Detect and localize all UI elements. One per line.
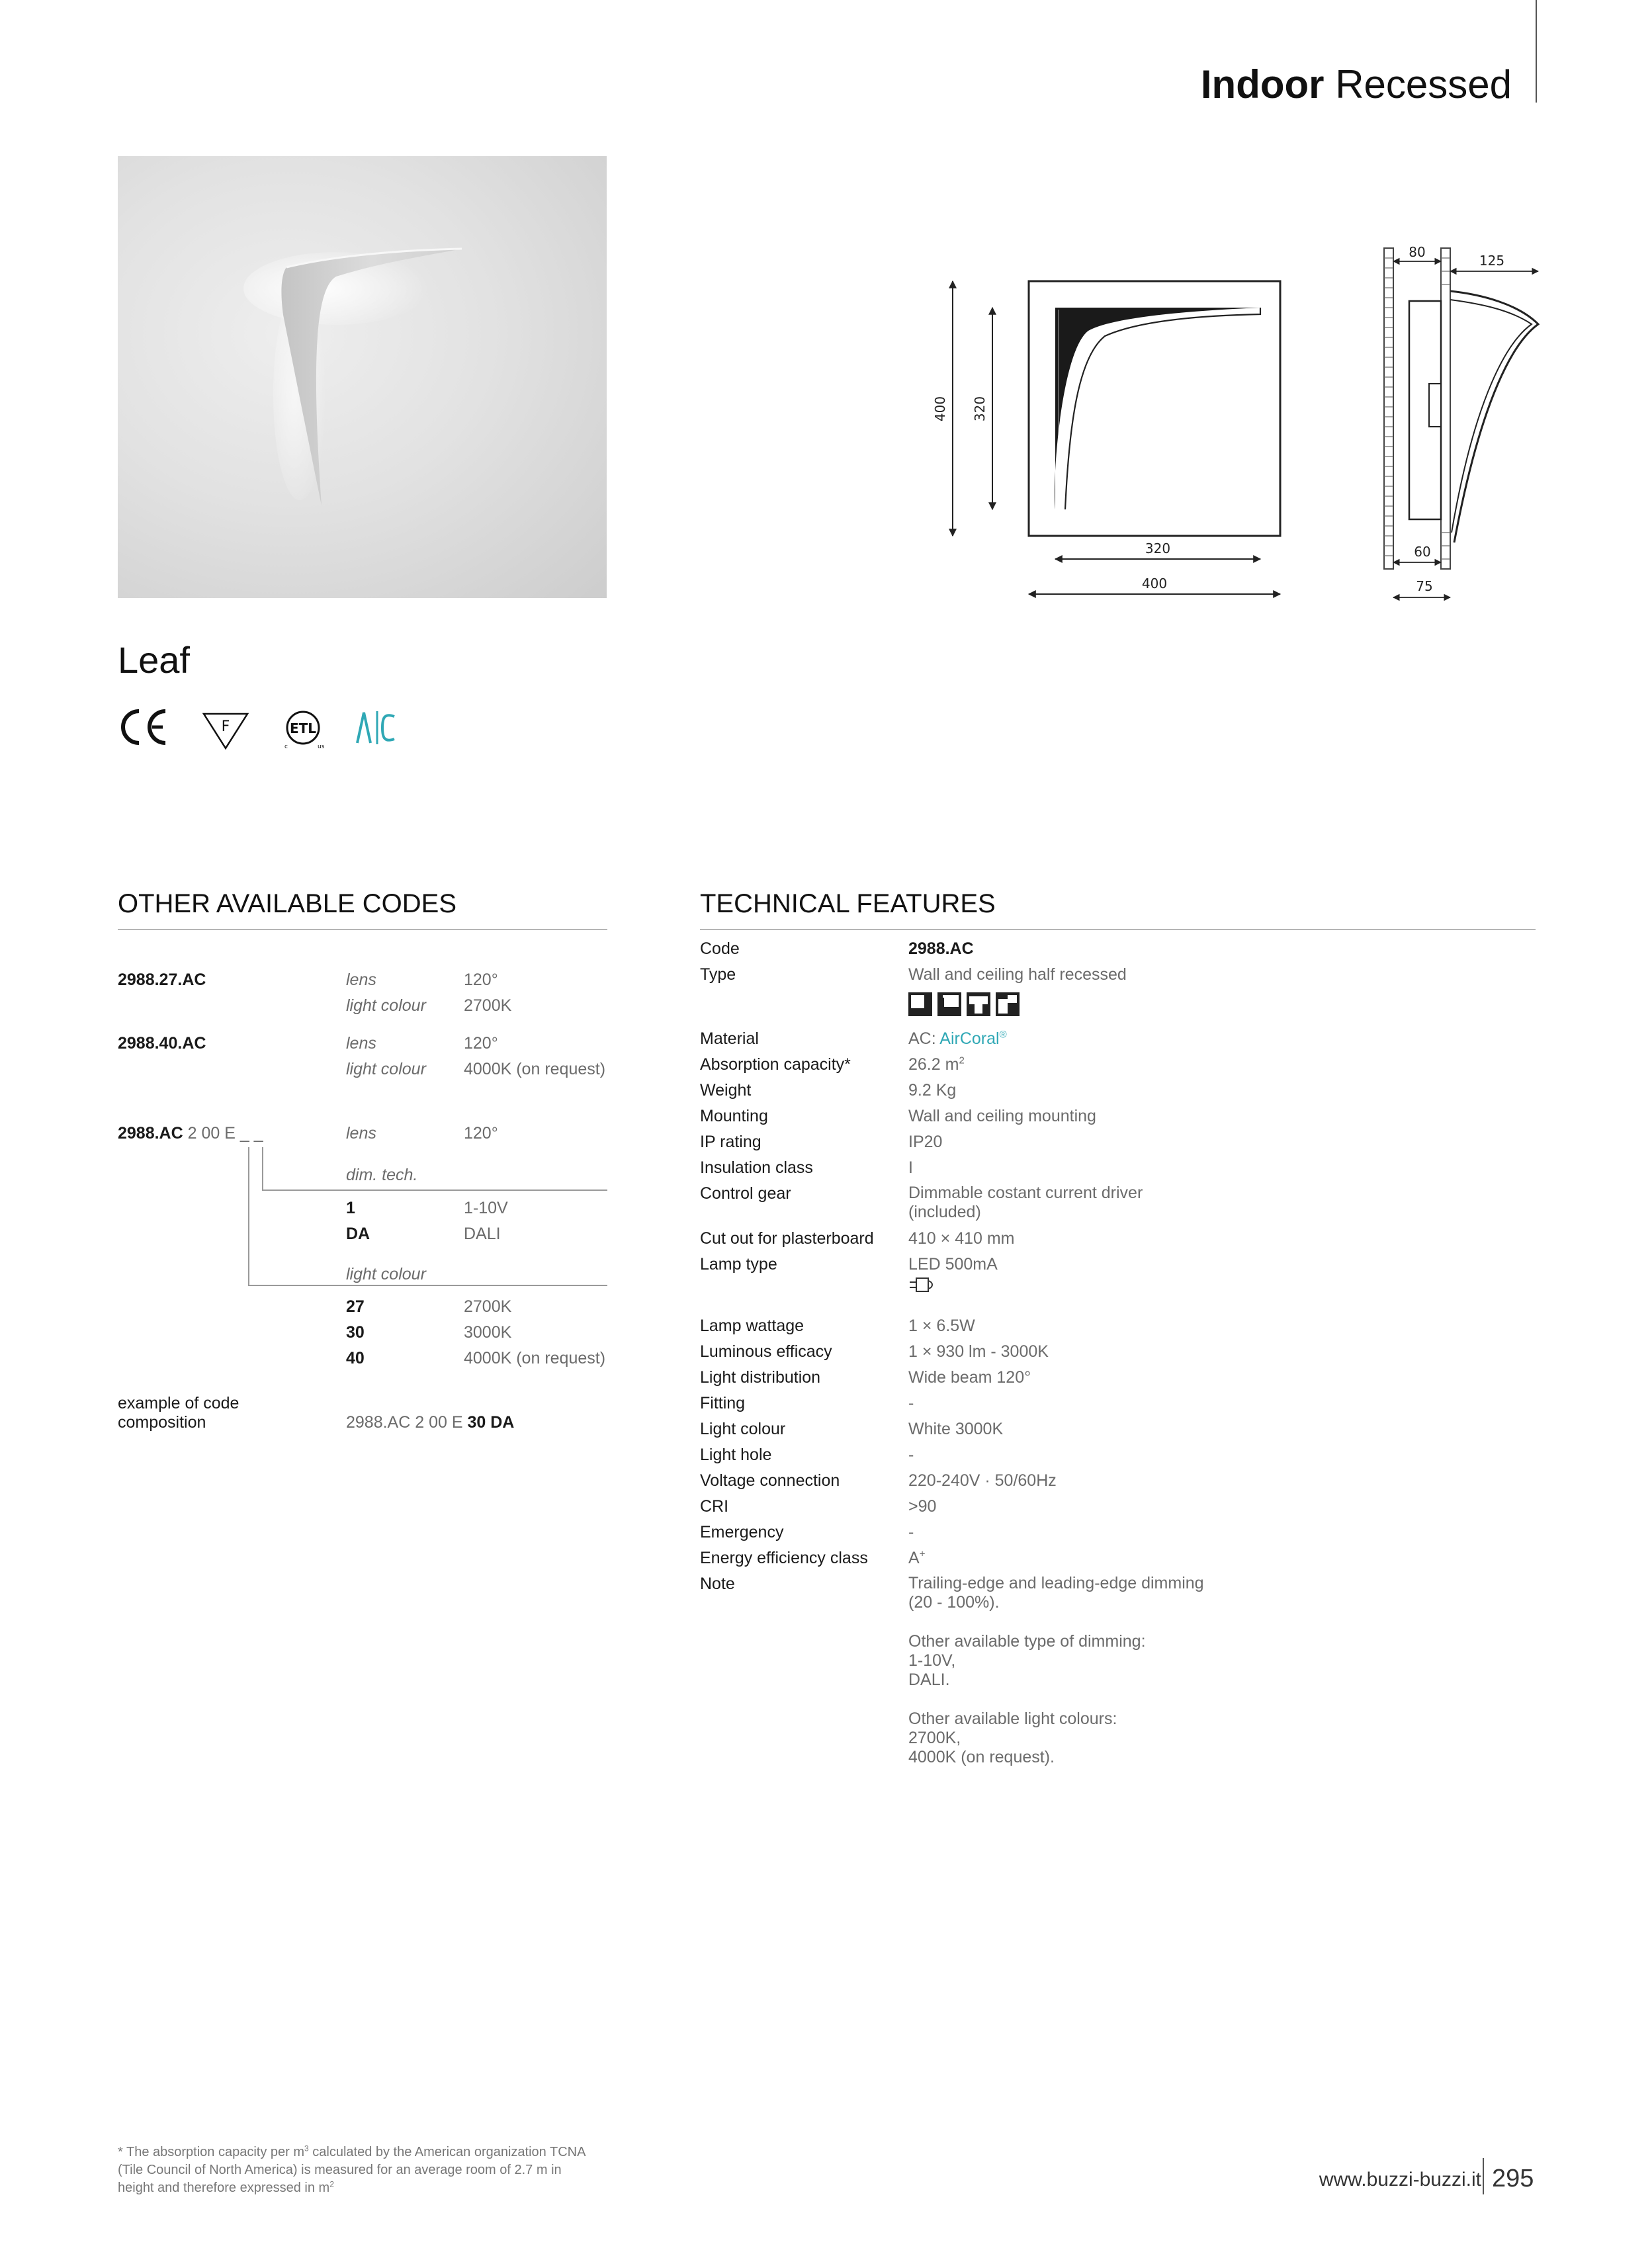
note-p3-line1: Other available light colours: <box>908 1709 1117 1728</box>
note-label: Note <box>700 1575 735 1593</box>
composition-connector <box>262 1147 263 1191</box>
material-prefix: AC: <box>908 1029 936 1048</box>
code-row-1-code: 2988.40.AC <box>118 1034 206 1053</box>
composition-connector <box>262 1190 607 1191</box>
code-row-1-value-0: 120° <box>464 1034 498 1053</box>
note-p2-line3: DALI. <box>908 1670 950 1689</box>
composition-code-bold: 2988.AC <box>118 1124 183 1143</box>
footnote-line2: (Tile Council of North America) is measured for an average room of 2.7 m in <box>118 2163 562 2177</box>
mounting-label: Mounting <box>700 1107 768 1125</box>
product-name: Leaf <box>118 639 190 681</box>
energy-class-sup: + <box>919 1548 926 1560</box>
type-label: Type <box>700 965 736 984</box>
led-driver-svg <box>908 1276 935 1294</box>
note-p3-line3: 4000K (on request). <box>908 1748 1055 1766</box>
note-paragraph-1 <box>908 1574 1204 1612</box>
category-bold: Indoor <box>1200 62 1325 107</box>
colour-option-2-value: 4000K (on request) <box>464 1349 606 1367</box>
weight-label: Weight <box>700 1081 752 1100</box>
footnote-line3a: height and therefore expressed in m <box>118 2181 330 2195</box>
example-value <box>346 1413 514 1432</box>
dim-depth-bottom: 60 <box>1414 544 1431 560</box>
composition-lens-label: lens <box>346 1124 376 1143</box>
dim-depth-total: 75 <box>1416 578 1433 594</box>
footnote-line1a: * The absorption capacity per m <box>118 2145 305 2159</box>
material-registered-mark: ® <box>999 1029 1007 1041</box>
ip-rating-label: IP rating <box>700 1133 761 1151</box>
ce-mark-icon <box>123 711 165 743</box>
note-p3-line2: 2700K, <box>908 1729 961 1747</box>
code-row-1-value-1: 4000K (on request) <box>464 1060 606 1078</box>
dim-option-0-value: 1-10V <box>464 1199 508 1217</box>
cutout-label: Cut out for plasterboard <box>700 1229 874 1248</box>
wattage-value: 1 × 6.5W <box>908 1317 975 1335</box>
emergency-label: Emergency <box>700 1523 784 1541</box>
control-gear-label: Control gear <box>700 1184 791 1203</box>
composition-connector <box>248 1285 607 1286</box>
control-gear-value <box>908 1184 1143 1222</box>
svg-text:c: c <box>284 744 288 750</box>
code-row-0-value-1: 2700K <box>464 996 512 1015</box>
side-view-svg <box>1376 241 1548 602</box>
colour-option-0-value: 2700K <box>464 1297 512 1316</box>
composition-code <box>118 1123 263 1143</box>
voltage-label: Voltage connection <box>700 1471 840 1490</box>
material-value <box>908 1029 1007 1049</box>
f-mark-icon <box>204 714 247 748</box>
voltage-value: 220-240V · 50/60Hz <box>908 1471 1057 1490</box>
footnote-line1b: calculated by the American organization TCNA <box>308 2145 586 2159</box>
certification-icons <box>118 705 409 751</box>
certification-svg <box>118 705 409 751</box>
note-paragraph-3 <box>908 1709 1117 1767</box>
colour-option-1-value: 3000K <box>464 1323 512 1342</box>
dim-height-inner: 320 <box>972 396 988 422</box>
dim-option-0-key: 1 <box>346 1199 355 1217</box>
dim-width-outer: 400 <box>1141 576 1168 591</box>
page-header <box>1200 62 1512 107</box>
light-hole-value: - <box>908 1446 914 1464</box>
example-label-line2: composition <box>118 1413 206 1432</box>
etl-mark-icon <box>284 712 325 750</box>
code-row-0-label-0: lens <box>346 971 376 989</box>
emergency-value: - <box>908 1523 914 1541</box>
f-mark-letter: F <box>221 718 230 735</box>
absorption-number: 26.2 m <box>908 1055 959 1074</box>
example-label <box>118 1394 239 1432</box>
code-row-0-value-0: 120° <box>464 971 498 989</box>
technical-features-title: TECHNICAL FEATURES <box>700 889 996 918</box>
light-colour-value: White 3000K <box>908 1420 1004 1438</box>
note-p2-line2: 1-10V, <box>908 1651 956 1670</box>
colour-option-1-key: 30 <box>346 1323 365 1342</box>
mounting-value: Wall and ceiling mounting <box>908 1107 1096 1125</box>
code-row-0-code: 2988.27.AC <box>118 971 206 989</box>
fitting-label: Fitting <box>700 1394 746 1412</box>
wattage-label: Lamp wattage <box>700 1317 804 1335</box>
svg-text:us: us <box>318 744 325 750</box>
mounting-type-icons <box>908 992 1021 1016</box>
dim-tech-label: dim. tech. <box>346 1166 418 1184</box>
code-value: 2988.AC <box>908 939 974 958</box>
colour-option-2-key: 40 <box>346 1349 365 1367</box>
cri-label: CRI <box>700 1497 729 1516</box>
light-colour-label: Light colour <box>700 1420 786 1438</box>
distribution-value: Wide beam 120° <box>908 1368 1031 1387</box>
absorption-footnote <box>118 2143 621 2197</box>
lamp-type-value: LED 500mA <box>908 1255 998 1274</box>
control-gear-line1: Dimmable costant current driver <box>908 1184 1143 1202</box>
absorption-value <box>908 1055 965 1074</box>
absorption-sup: 2 <box>959 1055 965 1066</box>
dim-option-1-key: DA <box>346 1225 370 1243</box>
front-view-svg <box>920 258 1297 602</box>
example-value-prefix: 2988.AC 2 00 E <box>346 1413 463 1432</box>
led-driver-icon <box>908 1276 935 1294</box>
fitting-value: - <box>908 1394 914 1412</box>
category-light: Recessed <box>1335 62 1512 107</box>
composition-connector <box>248 1147 249 1286</box>
aircoral-logo-icon <box>357 711 394 744</box>
page-number: 295 <box>1492 2165 1534 2192</box>
example-value-bold: 30 DA <box>467 1413 515 1432</box>
footnote-line3-sup: 2 <box>329 2179 334 2189</box>
dim-depth-top: 80 <box>1409 244 1426 260</box>
dim-height-outer: 400 <box>932 396 948 422</box>
note-p1-line2: (20 - 100%). <box>908 1593 1000 1612</box>
insulation-value: I <box>908 1158 913 1177</box>
other-codes-title: OTHER AVAILABLE CODES <box>118 889 457 918</box>
code-row-1-label-0: lens <box>346 1034 376 1053</box>
lamp-type-label: Lamp type <box>700 1255 777 1274</box>
product-photo <box>118 156 607 598</box>
colour-label: light colour <box>346 1265 426 1283</box>
cutout-value: 410 × 410 mm <box>908 1229 1015 1248</box>
composition-code-rest: 2 00 E _ _ <box>187 1124 263 1143</box>
website-link[interactable]: www.buzzi-buzzi.it <box>1319 2169 1481 2190</box>
material-link[interactable]: AirCoral <box>939 1029 1000 1048</box>
other-codes-divider <box>118 929 607 930</box>
note-p2-line1: Other available type of dimming: <box>908 1632 1146 1651</box>
note-p1-line1: Trailing-edge and leading-edge dimming <box>908 1574 1204 1592</box>
mounting-type-svg <box>908 992 1021 1016</box>
footer-divider <box>1483 2158 1484 2194</box>
energy-class-letter: A <box>908 1549 920 1567</box>
cri-value: >90 <box>908 1497 937 1516</box>
example-label-line1: example of code <box>118 1394 239 1412</box>
front-view-drawing <box>920 258 1297 602</box>
header-divider <box>1536 0 1537 103</box>
control-gear-line2: (included) <box>908 1203 981 1221</box>
light-hole-label: Light hole <box>700 1446 772 1464</box>
side-view-drawing <box>1376 241 1548 602</box>
etl-mark-text: ETL <box>289 720 317 736</box>
footnote-line1-sup: 3 <box>304 2143 309 2153</box>
colour-option-0-key: 27 <box>346 1297 365 1316</box>
energy-class-label: Energy efficiency class <box>700 1549 868 1567</box>
note-paragraph-2 <box>908 1632 1146 1690</box>
energy-class-value <box>908 1548 925 1568</box>
insulation-label: Insulation class <box>700 1158 813 1177</box>
type-value: Wall and ceiling half recessed <box>908 965 1127 984</box>
dim-option-1-value: DALI <box>464 1225 501 1243</box>
code-row-1-label-1: light colour <box>346 1060 426 1078</box>
distribution-label: Light distribution <box>700 1368 821 1387</box>
dim-projection: 125 <box>1479 253 1505 269</box>
efficacy-value: 1 × 930 lm - 3000K <box>908 1342 1049 1361</box>
ip-rating-value: IP20 <box>908 1133 943 1151</box>
dim-width-inner: 320 <box>1145 541 1171 556</box>
absorption-label: Absorption capacity* <box>700 1055 851 1074</box>
material-label: Material <box>700 1029 759 1048</box>
efficacy-label: Luminous efficacy <box>700 1342 832 1361</box>
composition-lens-value: 120° <box>464 1124 498 1143</box>
leaf-lamp-render <box>118 156 607 598</box>
code-label: Code <box>700 939 740 958</box>
technical-features-divider <box>700 929 1536 930</box>
weight-value: 9.2 Kg <box>908 1081 957 1100</box>
code-row-0-label-1: light colour <box>346 996 426 1015</box>
